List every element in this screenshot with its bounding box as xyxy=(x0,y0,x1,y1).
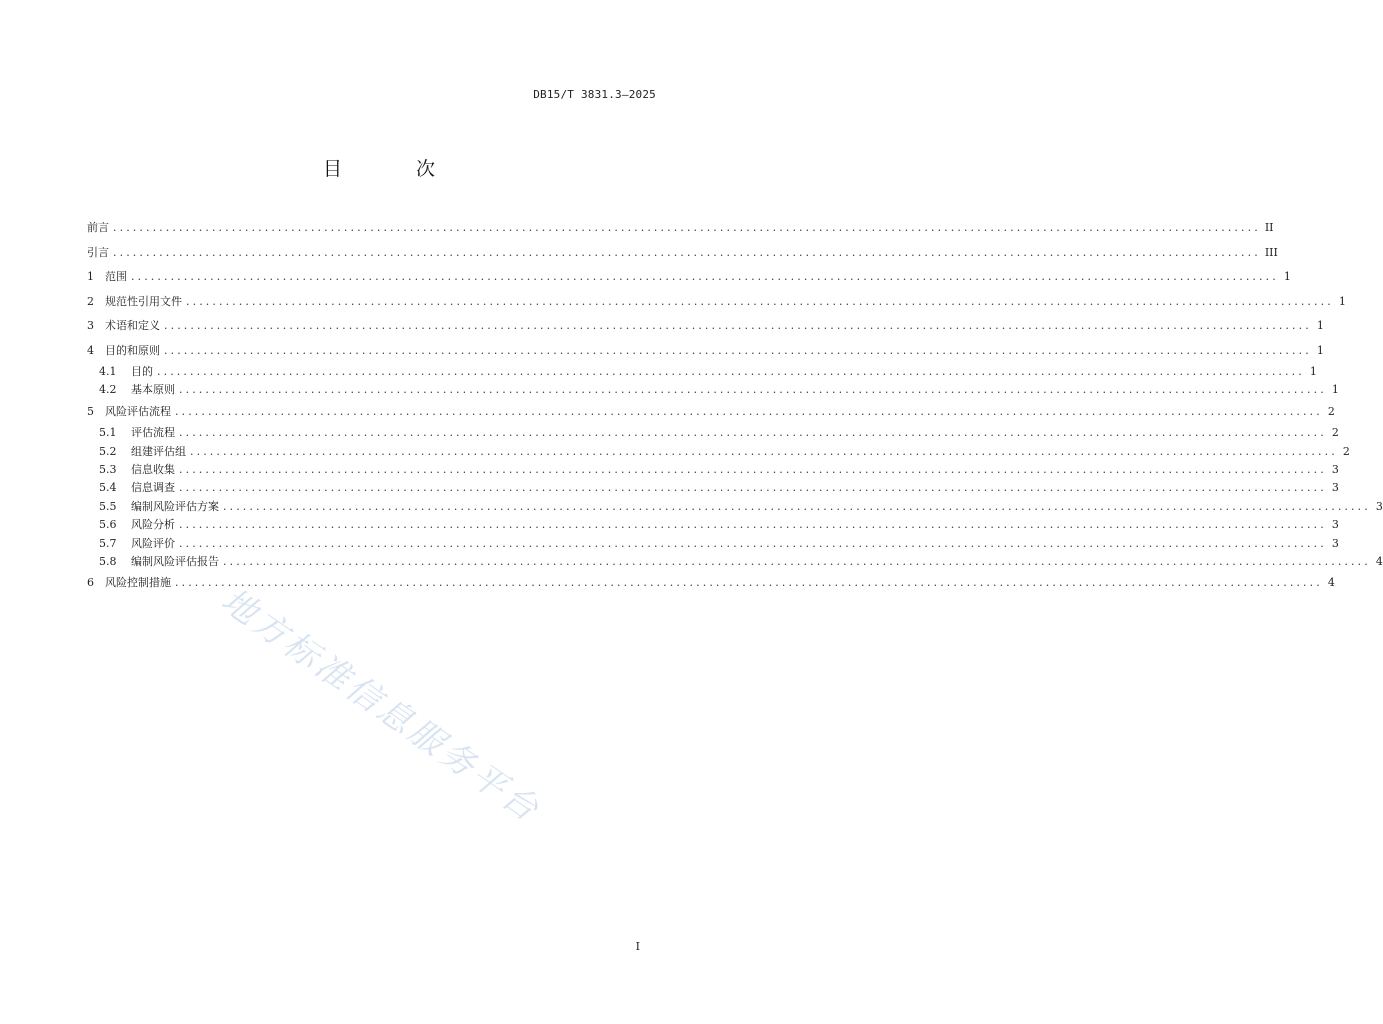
toc-entry-number: 5.6 xyxy=(99,518,117,532)
toc-entry-number: 5.2 xyxy=(99,444,117,458)
toc-entry-label: 风险控制措施 xyxy=(105,576,171,590)
toc-entry[interactable] xyxy=(87,553,1383,571)
toc-entry[interactable] xyxy=(87,535,1339,553)
toc-leader-dots: .............................................................................................................................................................................. xyxy=(190,444,1338,458)
toc-entry[interactable] xyxy=(87,400,1335,425)
toc-leader-dots: .............................................................................................................................................................................. xyxy=(186,294,1334,308)
toc-leader-dots: .............................................................................................................................................................................. xyxy=(179,536,1327,550)
toc-leader-dots: .............................................................................................................................................................................. xyxy=(113,221,1261,234)
toc-entry-number: 4 xyxy=(87,343,94,357)
toc-entry-number: 5.3 xyxy=(99,463,117,477)
toc-entry[interactable] xyxy=(87,265,1291,290)
toc-leader-dots: .............................................................................................................................................................................. xyxy=(113,245,1261,259)
toc-entry-label: 风险分析 xyxy=(131,518,175,532)
toc-leader-dots: .............................................................................................................................................................................. xyxy=(223,499,1371,513)
toc-entry[interactable] xyxy=(87,339,1324,364)
toc-entry-label: 信息收集 xyxy=(131,463,175,477)
toc-entry-page: 3 xyxy=(1375,499,1383,513)
toc-entry[interactable] xyxy=(87,479,1339,497)
toc-entry-label: 目的和原则 xyxy=(105,343,160,357)
toc-leader-dots: .............................................................................................................................................................................. xyxy=(179,426,1327,440)
toc-leader-dots: .............................................................................................................................................................................. xyxy=(164,343,1312,357)
toc-leader-dots: .............................................................................................................................................................................. xyxy=(179,481,1327,495)
toc-entry[interactable] xyxy=(87,363,1317,381)
document-code: DB15/T 3831.3—2025 xyxy=(533,88,656,101)
toc-entry-page: 1 xyxy=(1316,343,1324,357)
toc-leader-dots: .............................................................................................................................................................................. xyxy=(223,555,1371,569)
toc-entry-label: 引言 xyxy=(87,245,109,259)
toc-entry-number: 4.1 xyxy=(99,365,117,378)
toc-entry-label: 评估流程 xyxy=(131,426,175,440)
toc-entry-page: 1 xyxy=(1331,383,1339,397)
toc-entry-label: 编制风险评估方案 xyxy=(131,499,219,513)
toc-entry-number: 5.7 xyxy=(99,536,117,550)
toc-entry-number: 5.4 xyxy=(99,481,117,495)
toc-entry-label: 风险评价 xyxy=(131,536,175,550)
toc-entry-page: II xyxy=(1264,221,1274,234)
toc-entry-page: 3 xyxy=(1331,536,1339,550)
toc-entry-page: III xyxy=(1264,245,1278,259)
toc-entry-number: 2 xyxy=(87,294,94,308)
toc-leader-dots: .............................................................................................................................................................................. xyxy=(157,365,1305,378)
toc-entry-page: 2 xyxy=(1342,444,1350,458)
toc-entry[interactable] xyxy=(87,381,1339,399)
table-of-contents xyxy=(87,216,1383,596)
toc-entry-number: 4.2 xyxy=(99,383,117,397)
toc-entry-page: 3 xyxy=(1331,518,1339,532)
toc-entry-number: 5.8 xyxy=(99,555,117,569)
toc-entry[interactable] xyxy=(87,216,1274,241)
toc-entry-number: 6 xyxy=(87,576,94,590)
toc-leader-dots: .............................................................................................................................................................................. xyxy=(179,518,1327,532)
toc-entry-page: 1 xyxy=(1338,294,1346,308)
toc-entry[interactable] xyxy=(87,314,1324,339)
toc-entry-page: 1 xyxy=(1283,270,1291,283)
toc-entry-label: 前言 xyxy=(87,221,109,234)
toc-entry[interactable] xyxy=(87,498,1383,516)
toc-entry[interactable] xyxy=(87,443,1350,461)
toc-entry-label: 规范性引用文件 xyxy=(105,294,182,308)
toc-entry-label: 范围 xyxy=(105,270,127,283)
page-title: 目 次 xyxy=(322,158,470,180)
toc-entry-label: 风险评估流程 xyxy=(105,404,171,418)
toc-entry-label: 术语和定义 xyxy=(105,319,160,332)
toc-entry-page: 1 xyxy=(1309,365,1317,378)
toc-entry-number: 5.1 xyxy=(99,426,117,440)
toc-leader-dots: .............................................................................................................................................................................. xyxy=(179,383,1327,397)
toc-entry-page: 2 xyxy=(1327,404,1335,418)
toc-entry[interactable] xyxy=(87,461,1339,479)
page-number: I xyxy=(635,940,640,953)
toc-entry-label: 信息调查 xyxy=(131,481,175,495)
watermark: 地方标准信息服务平台 xyxy=(213,580,549,832)
toc-entry-number: 3 xyxy=(87,319,94,332)
toc-leader-dots: .............................................................................................................................................................................. xyxy=(175,576,1323,590)
toc-entry[interactable] xyxy=(87,241,1278,266)
toc-entry-page: 4 xyxy=(1327,576,1335,590)
toc-entry-page: 3 xyxy=(1331,481,1339,495)
toc-leader-dots: .............................................................................................................................................................................. xyxy=(179,463,1327,477)
toc-leader-dots: .............................................................................................................................................................................. xyxy=(164,319,1312,332)
toc-entry-page: 3 xyxy=(1331,463,1339,477)
toc-entry-label: 编制风险评估报告 xyxy=(131,555,219,569)
toc-entry[interactable] xyxy=(87,571,1335,596)
toc-entry-page: 2 xyxy=(1331,426,1339,440)
toc-entry-label: 基本原则 xyxy=(131,383,175,397)
toc-entry-number: 1 xyxy=(87,270,94,283)
toc-entry-number: 5.5 xyxy=(99,499,117,513)
toc-entry[interactable] xyxy=(87,424,1339,442)
toc-leader-dots: .............................................................................................................................................................................. xyxy=(131,270,1279,283)
toc-leader-dots: .............................................................................................................................................................................. xyxy=(175,404,1323,418)
toc-entry-page: 4 xyxy=(1375,555,1383,569)
toc-entry[interactable] xyxy=(87,290,1346,315)
toc-entry-number: 5 xyxy=(87,404,94,418)
toc-entry-label: 目的 xyxy=(131,365,153,378)
toc-entry-label: 组建评估组 xyxy=(131,444,186,458)
toc-entry[interactable] xyxy=(87,516,1339,534)
toc-entry-page: 1 xyxy=(1316,319,1324,332)
